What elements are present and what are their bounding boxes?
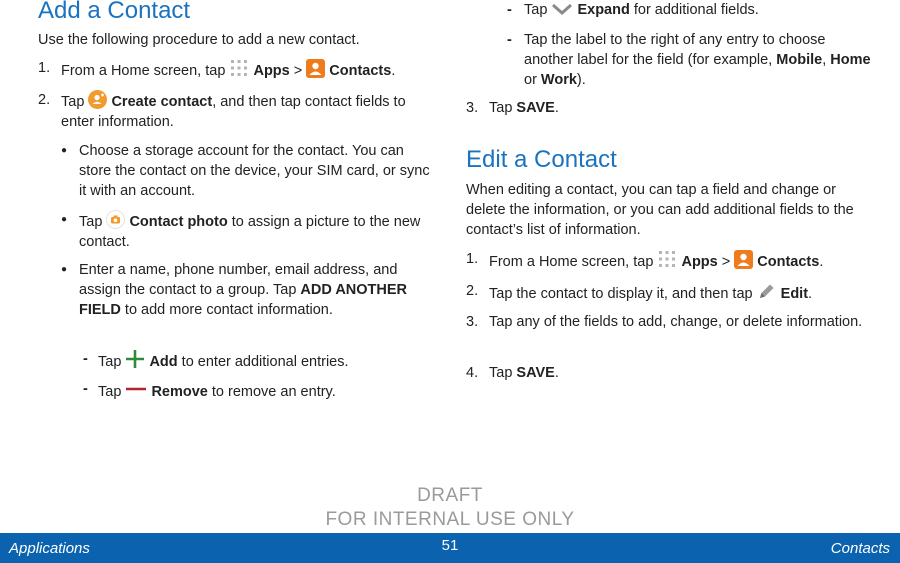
bullet-contact-photo: ● Tap Contact photo to assign a picture to the new contact. [38, 210, 438, 252]
edit-step-4: 4. Tap SAVE. [466, 365, 559, 381]
dash-remove: - Tap Remove to remove an entry. [83, 381, 336, 400]
page-number: 51 [441, 537, 459, 554]
page-footer [0, 533, 900, 563]
edit-pencil-icon [757, 281, 777, 301]
contacts-icon [734, 250, 753, 269]
edit-step-3: 3. Tap any of the fields to add, change, or delete information. [466, 314, 863, 330]
step-1: 1. From a Home screen, tap Apps > Contacts. [38, 60, 396, 79]
remove-icon [125, 379, 147, 399]
dash-add: - Tap Add to enter additional entries. [83, 351, 349, 370]
expand-icon [551, 1, 573, 17]
contact-photo-icon [106, 210, 125, 229]
dash-label: - Tap the label to the right of any entry to choose another label for the field (for example, Mobile, Home or Work). [507, 32, 871, 88]
footer-chapter-label: Contacts [830, 540, 890, 557]
draft-watermark: DRAFT FOR INTERNAL USE ONLY [325, 485, 575, 530]
apps-icon [657, 249, 677, 269]
step-3: 3. Tap SAVE. [466, 100, 559, 116]
contacts-icon [306, 59, 325, 78]
step-2: 2. Tap Create contact, and then tap contact fields to enter information. [38, 92, 406, 130]
edit-contact-heading: Edit a Contact [466, 146, 617, 173]
bullet-enter-name: ● Enter a name, phone number, email address, and assign the contact to a group. Tap ADD ANOTHER FIELD to add more contact information. [61, 262, 408, 318]
add-contact-heading: Add a Contact [38, 0, 191, 24]
add-icon [125, 349, 145, 369]
add-contact-intro: Use the following procedure to add a new contact. [38, 32, 360, 48]
edit-contact-intro: When editing a contact, you can tap a field and change or delete the information, or you can add additional fields to the contact’s list of information. [466, 182, 854, 238]
apps-icon [229, 58, 249, 78]
dash-expand: - Tap Expand for additional fields. [507, 2, 759, 18]
create-contact-icon [88, 90, 107, 109]
edit-step-2: 2. Tap the contact to display it, and then tap Edit. [466, 283, 813, 302]
footer-section-label: Applications [9, 540, 90, 557]
edit-step-1: 1. From a Home screen, tap Apps > Contacts. [466, 251, 824, 270]
bullet-storage-account: ● Choose a storage account for the contact. You can store the contact on the device, your SIM card, or sync it with an account. [61, 143, 430, 199]
